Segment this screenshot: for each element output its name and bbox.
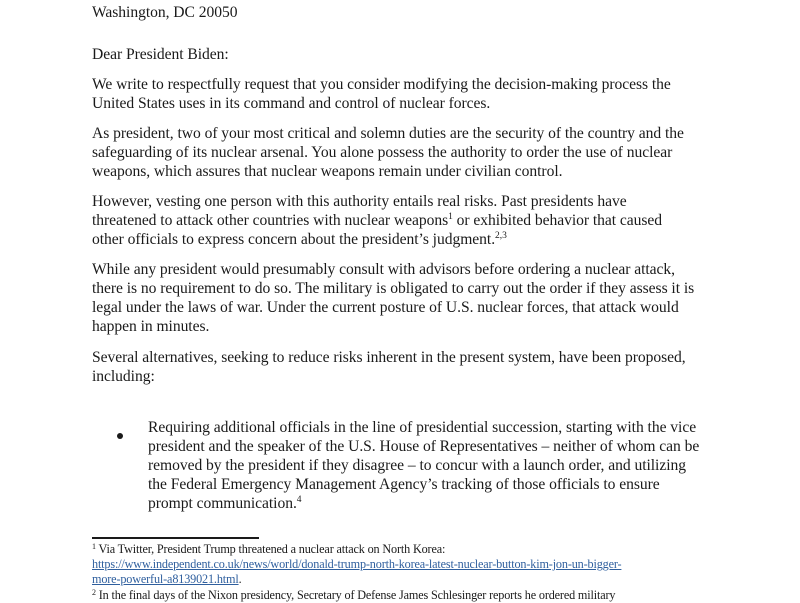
footnote-ref-2-3[interactable]: 2,3 bbox=[495, 231, 507, 241]
paragraph-line: Several alternatives, seeking to reduce risks inherent in the present system, have been proposed, bbox=[92, 349, 686, 366]
paragraph-line: legal under the laws of war. Under the current posture of U.S. nuclear forces, that attack would bbox=[92, 299, 679, 316]
paragraph-line: there is no requirement to do so. The military is obligated to carry out the order if they assess it is bbox=[92, 280, 695, 297]
paragraph-line: happen in minutes. bbox=[92, 318, 210, 335]
paragraph-line bbox=[92, 230, 507, 249]
salutation: Dear President Biden: bbox=[92, 46, 229, 63]
footnote-divider bbox=[92, 537, 259, 539]
footnote-text: In the final days of the Nixon presidency, Secretary of Defense James Schlesinger reports he ordered military bbox=[98, 588, 616, 602]
list-item-line: president and the speaker of the U.S. House of Representatives – neither of whom can be bbox=[148, 438, 700, 455]
address-line: Washington, DC 20050 bbox=[92, 4, 238, 21]
paragraph-line: We write to respectfully request that you consider modifying the decision-making process the bbox=[92, 76, 671, 93]
bullet-icon bbox=[117, 433, 123, 439]
footnote-number: 1 bbox=[92, 542, 96, 551]
paragraph-line: While any president would presumably consult with advisors before ordering a nuclear attack, bbox=[92, 261, 676, 278]
footnote-1-link[interactable]: https://www.independent.co.uk/news/world/donald-trump-north-korea-latest-nuclear-button-kim-jon-un-bigger- bbox=[92, 557, 622, 571]
paragraph-line: weapons, which assures that nuclear weapons remain under civilian control. bbox=[92, 163, 563, 180]
footnote-ref-4[interactable]: 4 bbox=[296, 495, 302, 505]
footnote-1-link-continued[interactable]: more-powerful-a8139021.html bbox=[92, 572, 239, 586]
footnote-number: 2 bbox=[92, 588, 96, 597]
footnote-1 bbox=[92, 542, 445, 557]
footnote-text: Via Twitter, President Trump threatened a nuclear attack on North Korea: bbox=[98, 542, 446, 556]
footnote-2 bbox=[92, 588, 615, 603]
paragraph-line: including: bbox=[92, 368, 155, 385]
paragraph-text: threatened to attack other countries with nuclear weapons bbox=[92, 212, 449, 229]
footnote-1-link-line bbox=[92, 557, 621, 572]
paragraph-line: As president, two of your most critical and solemn duties are the security of the country and the bbox=[92, 125, 684, 142]
list-item-line: the Federal Emergency Management Agency’s tracking of those officials to ensure bbox=[148, 476, 660, 493]
list-item-line: Requiring additional officials in the line of presidential succession, starting with the vice bbox=[148, 419, 697, 436]
footnote-1-link-line bbox=[92, 572, 241, 587]
paragraph-text: other officials to express concern about the president’s judgment. bbox=[92, 231, 496, 248]
paragraph-line: However, vesting one person with this authority entails real risks. Past presidents have bbox=[92, 193, 627, 210]
footnote-text: . bbox=[238, 572, 242, 586]
footnote-ref-1[interactable]: 1 bbox=[448, 212, 453, 222]
list-item-line bbox=[148, 494, 302, 513]
list-item-line: removed by the president if they disagree – to concur with a launch order, and utilizing bbox=[148, 457, 686, 474]
list-item-text: prompt communication. bbox=[148, 495, 297, 512]
paragraph-line: safeguarding of its nuclear arsenal. You alone possess the authority to order the use of nuclear bbox=[92, 144, 673, 161]
paragraph-line bbox=[92, 211, 662, 230]
paragraph-text: or exhibited behavior that caused bbox=[456, 212, 662, 229]
paragraph-line: United States uses in its command and control of nuclear forces. bbox=[92, 95, 491, 112]
